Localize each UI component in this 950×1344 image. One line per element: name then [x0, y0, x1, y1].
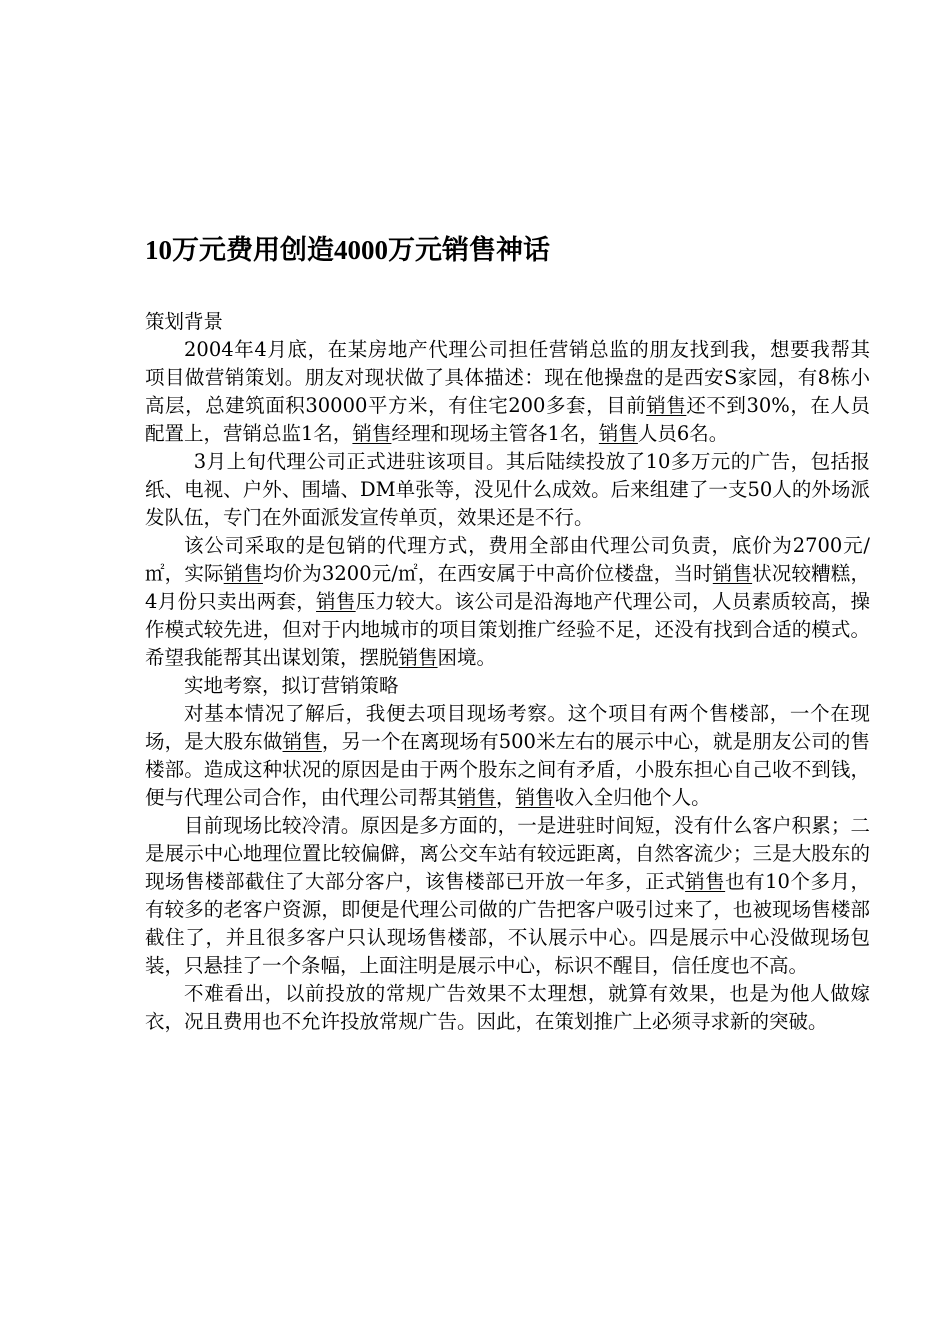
underlined-term: 销售	[712, 562, 753, 585]
subsection-heading	[145, 672, 870, 700]
underlined-term: 销售	[598, 422, 638, 445]
text-run: ，另一个在离现场有500米左右的展示中心，就是朋友公司的售楼部。造成这种状况的原因是由于两个股东之间有矛盾，小股东担心自己收不到钱，便与代理公司合作，由代理公司帮其	[145, 730, 870, 809]
paragraph	[145, 700, 870, 812]
paragraph	[145, 812, 870, 980]
underlined-term: 销售	[223, 562, 263, 585]
underlined-term: 销售	[457, 786, 497, 809]
underlined-term: 销售	[646, 394, 687, 417]
underlined-term: 销售	[316, 590, 356, 613]
paragraph-list	[145, 336, 870, 1036]
text-run: 压力较大。该公司是沿海地产代理公司，人员素质较高，操作模式较先进，但对于内地城市的项目策划推广经验不足，还没有找到合适的模式。希望我能帮其出谋划策，摆脱	[145, 590, 870, 669]
text-run: 人员6名。	[637, 422, 729, 445]
text-run: ，	[496, 786, 516, 809]
text-run: 状况较糟糕，4月份只卖出两套，	[145, 562, 870, 613]
text-run: 目前现场比较冷清。原因是多方面的，一是进驻时间短，没有什么客户积累；二是展示中心地理位置比较偏僻，离公交车站有较远距离，自然客流少；三是大股东的现场售楼部截住了大部分客户，该售楼部已开放一年多，正式	[145, 814, 870, 893]
text-run: 也有10个多月，有较多的老客户资源，即便是代理公司做的广告把客户吸引过来了，也被现场售楼部截住了，并且很多客户只认现场售楼部，不认展示中心。四是展示中心没做现场包装，只悬挂了一个条幅，上面注明是展示中心，标识不醒目，信任度也不高。	[145, 870, 870, 977]
paragraph	[145, 980, 870, 1036]
paragraph	[145, 448, 870, 532]
text-run: 3月上旬代理公司正式进驻该项目。其后陆续投放了10多万元的广告，包括报纸、电视、户外、围墙、DM单张等，没见什么成效。后来组建了一支50人的外场派发队伍，专门在外面派发宣传单页，效果还是不行。	[145, 450, 870, 529]
text-run: 对基本情况了解后，我便去项目现场考察。这个项目有两个售楼部，一个在现场，是大股东做	[145, 702, 870, 753]
section-label: 策划背景	[145, 310, 224, 333]
text-run: 2004年4月底，在某房地产代理公司担任营销总监的朋友找到我，想要我帮其项目做营销策划。朋友对现状做了具体描述：现在他操盘的是西安S家园，有8栋小高层，总建筑面积30000平方米，有住宅200多套，目前	[145, 338, 870, 417]
paragraph	[145, 336, 870, 448]
text-run: 困境。	[437, 646, 497, 669]
text-run: 不难看出，以前投放的常规广告效果不太理想，就算有效果，也是为他人做嫁衣，况且费用也不允许投放常规广告。因此，在策划推广上必须寻求新的突破。	[145, 982, 870, 1033]
text-run: 收入全归他个人。	[554, 786, 711, 809]
text-run: 实地考察，拟订营销策略	[184, 674, 399, 697]
text-run: 经理和现场主管各1名，	[391, 422, 599, 445]
paragraph	[145, 532, 870, 672]
text-run: 该公司采取的是包销的代理方式，费用全部由代理公司负责，底价为2700元/㎡，实际	[145, 534, 870, 585]
underlined-term: 销售	[398, 646, 438, 669]
text-run: 还不到30%，在人员配置上，营销总监1名，	[145, 394, 870, 445]
text-run: 均价为3200元/㎡，在西安属于中高价位楼盘，当时	[262, 562, 713, 585]
underlined-term: 销售	[515, 786, 555, 809]
underlined-term: 销售	[352, 422, 392, 445]
underlined-term: 销售	[685, 870, 726, 893]
document-title: 10万元费用创造4000万元销售神话	[145, 235, 550, 265]
underlined-term: 销售	[282, 730, 322, 753]
document-body	[145, 308, 870, 1036]
